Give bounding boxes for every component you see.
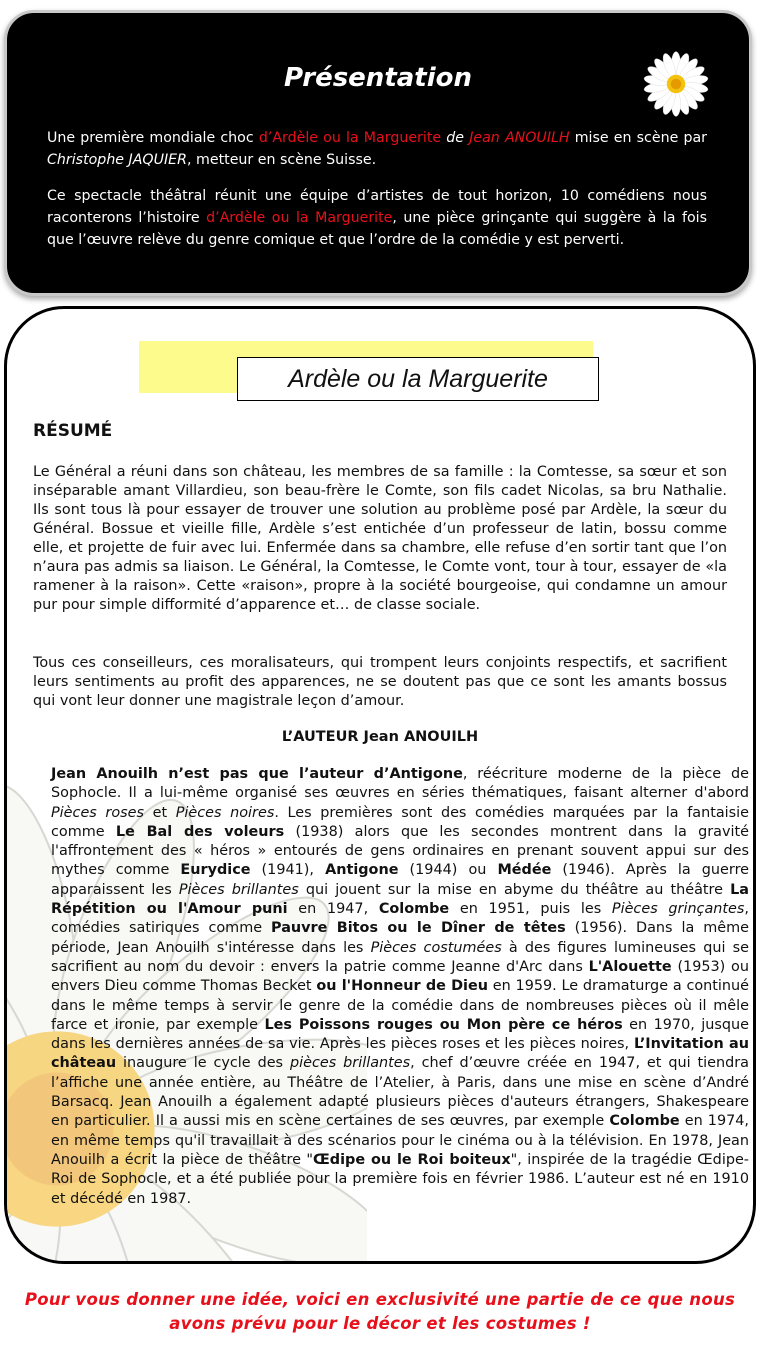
presentation-paragraph-2: Ce spectacle théâtral réunit une équipe d’artistes de tout horizon, 10 comédiens nous raconterons l’histoire d’Ardèle ou la Marguerite, une pièce grinçante qui suggère à la fois que l’œuvre relève du genre comique et que l’ordre de la comédie y est perverti. [47,188,707,248]
daisy-icon [643,51,709,117]
resume-paragraph-2: Tous ces conseilleurs, ces moralisateurs, qui trompent leurs conjoints respectifs, et sacrifient leurs sentiments au profit des apparences, ne se doutent pas que ce sont les amants bossus qui vont leur donner une magistrale leçon d’amour. [33,655,727,709]
play-card [4,306,756,1264]
resume-heading: RÉSUMÉ [33,421,113,441]
footer-line-2: avons prévu pour le décor et les costumes ! [169,1314,591,1333]
presentation-title: Présentation [283,63,473,93]
footer-line-1: Pour vous donner une idée, voici en exclusivité une partie de ce que nous [24,1290,736,1309]
play-title: Ardèle ou la Marguerite [237,357,599,401]
presentation-card [4,10,752,296]
author-heading: L’AUTEUR Jean ANOUILH [281,729,479,745]
author-paragraph: Jean Anouilh n’est pas que l’auteur d’Antigone, réécriture moderne de la pièce de Sophocle. Il a lui-même organisé ses œuvres en séries thématiques, faisant alterner d'abord Pièces roses et Pièces noires. Les premières sont des comédies marquées par la fantaisie comme Le Bal des voleurs (1938) alors que les secondes montrent dans la gravité l'affrontement des « héros » entourés de gens ordinaires en prenant souvent appui sur des mythes comme Eurydice (1941), Antigone (1944) ou Médée (1946). Après la guerre apparaissent les Pièces brillantes qui jouent sur la mise en abyme du théâtre au théâtre La Répétition ou l'Amour puni en 1947, Colombe en 1951, puis les Pièces grinçantes, comédies satiriques comme Pauvre Bitos ou le Dîner de têtes (1956). Dans la même période, Jean Anouilh s'intéresse dans les Pièces costumées à des figures lumineuses qui se sacrifient au nom du devoir : envers la patrie comme Jeanne d'Arc dans L'Alouette (1953) ou envers Dieu comme Thomas Becket ou l'Honneur de Dieu en 1959. Le dramaturge a continué dans le même temps à servir le genre de la comédie dans de nombreuses pièces où il mêle farce et ironie, par exemple Les Poissons rouges ou Mon père ce héros en 1970, jusque dans les dernières années de sa vie. Après les pièces roses et les pièces noires, L’Invitation au château inaugure le cycle des pièces brillantes, chef d’œuvre créée en 1947, et qui tiendra l’affiche une année entière, au Théâtre de l’Atelier, à Paris, dans une mise en scène d’André Barsacq. Jean Anouilh a également adapté plusieurs pièces d'auteurs étrangers, Shakespeare en particulier. Il a aussi mis en scène certaines de ses œuvres, par exemple Colombe en 1974, en même temps qu'il travaillait à des scénarios pour le cinéma ou à la télévision. En 1978, Jean Anouilh a écrit la pièce de théâtre "Œdipe ou le Roi boiteux", inspirée de la tragédie Œdipe-Roi de Sophocle, et a été publiée pour la première fois en février 1986. L’auteur est né en 1910 et décédé en 1987. [51,766,750,1207]
presentation-paragraph-1: Une première mondiale choc d’Ardèle ou la Marguerite de Jean ANOUILH mise en scène par Christophe JAQUIER, metteur en scène Suisse. [47,130,707,168]
resume-paragraph-1: Le Général a réuni dans son château, les membres de sa famille : la Comtesse, sa sœur et son inséparable amant Villardieu, son beau-frère le Comte, son fils cadet Nicolas, sa bru Nathalie. Ils sont tous là pour essayer de trouver une solution au problème posé par Ardèle, la sœur du Général. Bossue et vieille fille, Ardèle s’est entichée d’un professeur de latin, bossu comme elle, et projette de fuir avec lui. Enfermée dans sa chambre, elle refuse d’en sortir tant que l’on n’aura pas admis sa liaison. Le Général, la Comtesse, le Comte vont, tour à tour, essayer de «la ramener à la raison». Cette «raison», propre à la société bourgeoise, qui condamne un amour pur pour simple difformité d’apparence et… de classe sociale. [33,464,727,613]
footer-note [0,1288,760,1336]
